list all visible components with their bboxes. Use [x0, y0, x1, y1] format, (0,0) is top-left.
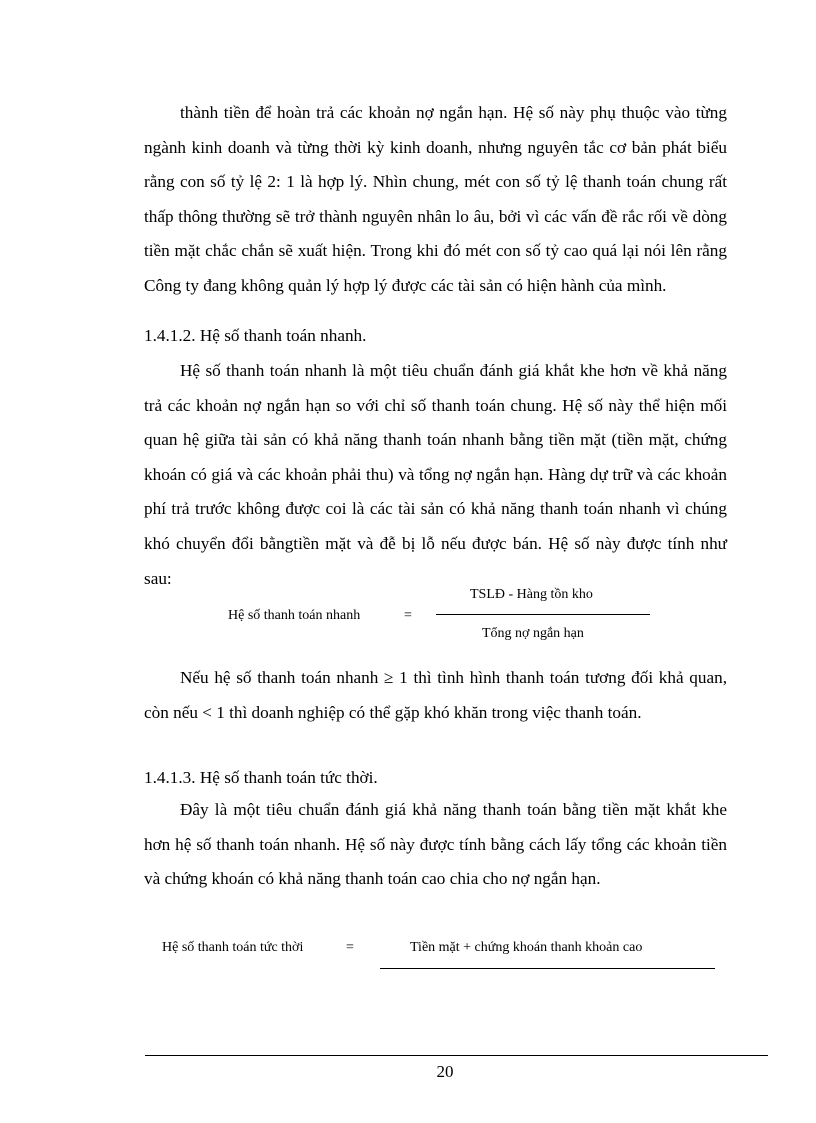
- formula-cash-ratio-fraction-bar: [380, 968, 715, 969]
- formula-quick-ratio-equals: =: [404, 608, 412, 623]
- footer-rule: [145, 1055, 768, 1056]
- paragraph-cash-ratio-definition: Đây là một tiêu chuẩn đánh giá khả năng thanh toán bằng tiền mặt khắt khe hơn hệ số thanh toán nhanh. Hệ số này được tính bằng cách lấy tổng các khoản tiền và chứng khoán có khả năng thanh toán cao chia cho nợ ngắn hạn.: [144, 800, 727, 889]
- formula-quick-ratio-label: Hệ số thanh toán nhanh: [228, 608, 361, 623]
- page-number: 20: [436, 1062, 454, 1081]
- formula-cash-ratio-equals: =: [346, 940, 354, 955]
- section-heading-cash-ratio: 1.4.1.3. Hệ số thanh toán tức thời.: [144, 768, 378, 787]
- formula-cash-ratio-numerator: Tiền mặt + chứng khoán thanh khoản cao: [410, 940, 643, 955]
- formula-cash-ratio-label: Hệ số thanh toán tức thời: [162, 940, 304, 955]
- formula-quick-ratio-denominator: Tổng nợ ngắn hạn: [482, 626, 584, 641]
- formula-quick-ratio-numerator: TSLĐ - Hàng tồn kho: [470, 587, 593, 602]
- paragraph-current-ratio-conclusion: thành tiền để hoàn trả các khoản nợ ngắn hạn. Hệ số này phụ thuộc vào từng ngành kinh doanh và từng thời kỳ kinh doanh, nhưng nguyên tắc cơ bản phát biểu rằng con số tỷ lệ 2: 1 là hợp lý. Nhìn chung, mét con số tỷ lệ thanh toán chung rất thấp thông thường sẽ trở thành nguyên nhân lo âu, bởi vì các vấn đề rắc rối về dòng tiền mặt chắc chắn sẽ xuất hiện. Trong khi đó mét con số tỷ cao quá lại nói lên rằng Công ty đang không quản lý hợp lý được các tài sản có hiện hành của mình.: [144, 103, 727, 295]
- paragraph-quick-ratio-interpretation: Nếu hệ số thanh toán nhanh ≥ 1 thì tình hình thanh toán tương đối khả quan, còn nếu < 1 thì doanh nghiệp có thể gặp khó khăn trong việc thanh toán.: [144, 668, 727, 722]
- section-heading-quick-ratio: 1.4.1.2. Hệ số thanh toán nhanh.: [144, 326, 367, 345]
- paragraph-quick-ratio-definition: Hệ số thanh toán nhanh là một tiêu chuẩn đánh giá khắt khe hơn về khả năng trả các khoản nợ ngắn hạn so với chỉ số thanh toán chung. Hệ số này thể hiện mối quan hệ giữa tài sản có khả năng thanh toán nhanh bằng tiền mặt (tiền mặt, chứng khoán có giá và các khoản phải thu) và tổng nợ ngắn hạn. Hàng dự trữ và các khoản phí trả trước không được coi là các tài sản có khả năng thanh toán nhanh vì chúng khó chuyển đổi bằngtiền mặt và đễ bị lỗ nếu được bán. Hệ số này được tính như sau:: [144, 361, 727, 588]
- formula-quick-ratio-fraction-bar: [436, 614, 650, 615]
